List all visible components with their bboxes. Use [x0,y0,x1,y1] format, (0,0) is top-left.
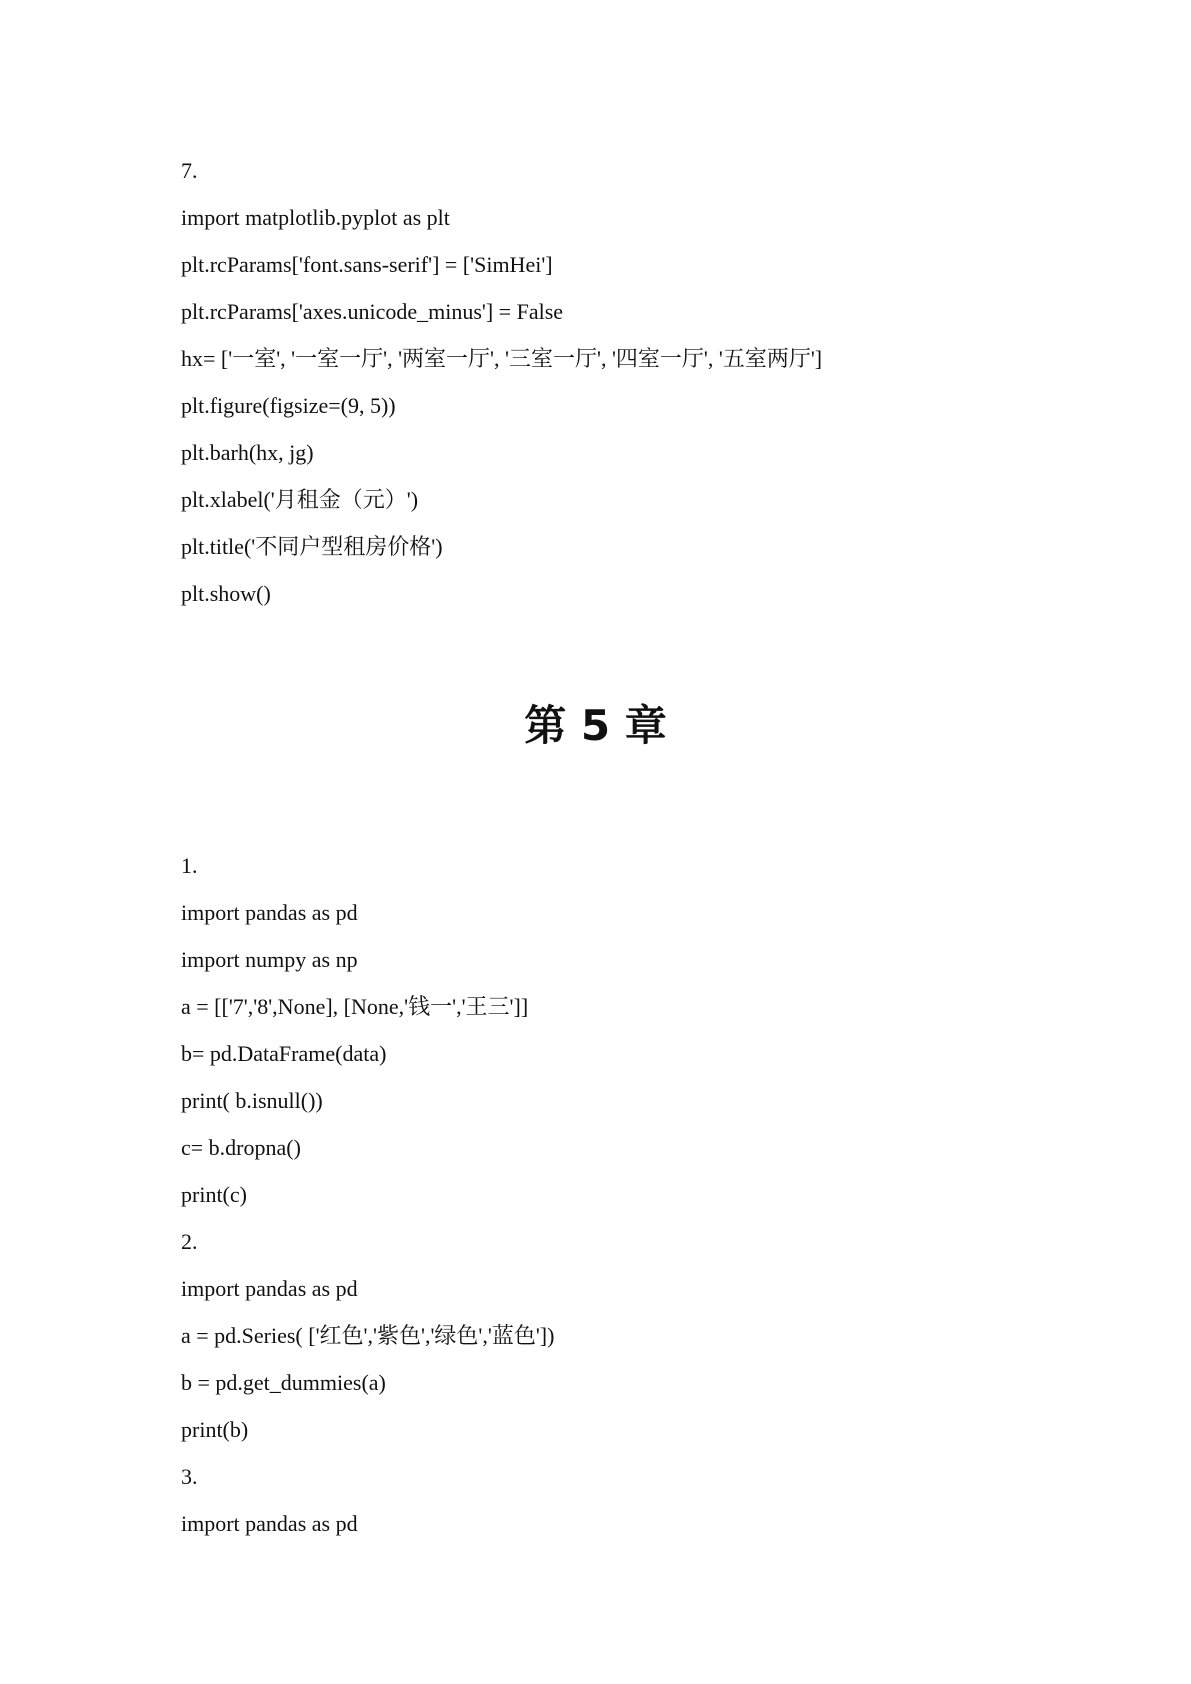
code-line: import numpy as np [181,947,358,972]
code-line: plt.rcParams['font.sans-serif'] = ['SimHei'] [181,252,553,277]
code-line: a = [['7','8',None], [None,'钱一','王三']] [181,994,529,1019]
code-line: plt.barh(hx, jg) [181,440,314,465]
code-line: plt.show() [181,581,271,606]
code-line: print(b) [181,1417,249,1442]
code-line: b= pd.DataFrame(data) [181,1041,387,1066]
code-line: import pandas as pd [181,1276,358,1301]
code-line: hx= ['一室', '一室一厅', '两室一厅', '三室一厅', '四室一厅', '五室两厅'] [181,346,823,371]
code-line: plt.title('不同户型租房价格') [181,534,443,559]
chapter-title: 第 5 章 [524,701,667,750]
code-line: import pandas as pd [181,1511,358,1536]
code-line: import matplotlib.pyplot as plt [181,205,450,230]
code-line: plt.xlabel('月租金（元）') [181,487,419,512]
question-number: 2. [181,1229,198,1254]
code-line: print( b.isnull()) [181,1088,323,1113]
code-line: print(c) [181,1182,247,1207]
code-line: plt.figure(figsize=(9, 5)) [181,393,396,418]
code-line: plt.rcParams['axes.unicode_minus'] = False [181,299,564,324]
question-number: 3. [181,1464,198,1489]
question-number: 7. [181,158,198,183]
code-line: a = pd.Series( ['红色','紫色','绿色','蓝色']) [181,1323,555,1348]
code-line: b = pd.get_dummies(a) [181,1370,386,1395]
code-line: import pandas as pd [181,900,358,925]
question-number: 1. [181,853,198,878]
code-line: c= b.dropna() [181,1135,301,1160]
